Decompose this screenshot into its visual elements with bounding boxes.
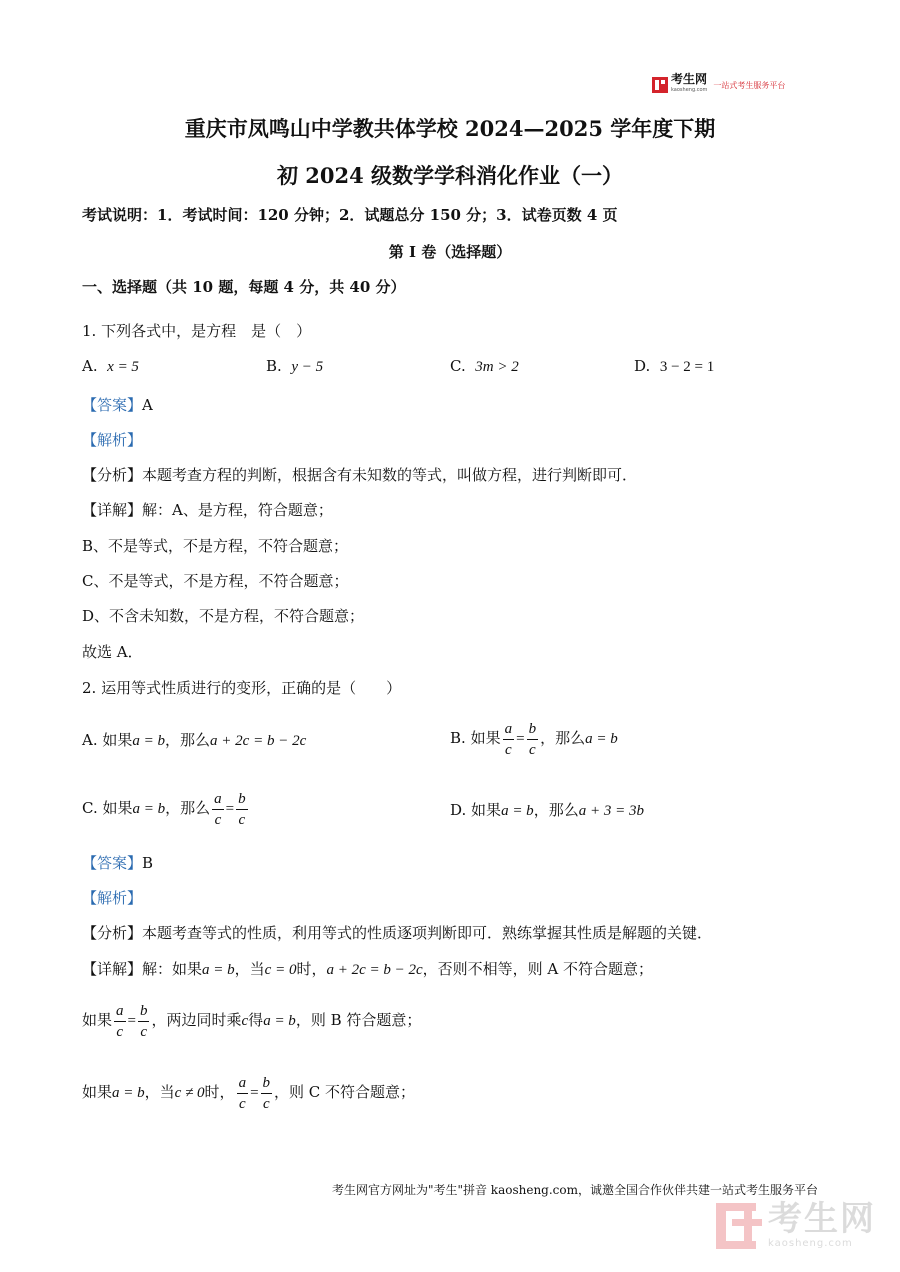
fraction-b-over-c: $\frac{b}{c}$ [262, 1074, 271, 1112]
fraction-a-over-c: $\frac{a}{c}$ [116, 1002, 124, 1040]
q2-option-a: A. 如果a = b，那么a + 2c = b − 2c [82, 731, 307, 749]
q1-option-c: C. 3m > 2 [450, 357, 519, 375]
q2-analysis-tag: 【解析】 [82, 889, 143, 907]
exam-note: 考试说明：1．考试时间：120 分钟；2．试题总分 150 分；3．试卷页数 4 页 [82, 206, 618, 224]
answer-tag: 【答案】 [82, 396, 143, 414]
q1-xiangjie: 【详解】解：A、是方程，符合题意； [82, 501, 333, 519]
q2-option-d: D. 如果a = b，那么a + 3 = 3b [450, 801, 644, 819]
logo-slogan: 一站式考生服务平台 [713, 80, 786, 90]
fraction-b-over-c: $\frac{b}{c}$ [528, 720, 537, 758]
q2-option-c: C. 如果a = b，那么 $\frac{a}{c}$ = $\frac{b}{c}$ [82, 790, 246, 828]
section-title: 一、选择题（共 10 题，每题 4 分，共 40 分） [82, 278, 406, 296]
q1-option-a: A. x = 5 [82, 357, 139, 375]
q1-conclusion: 故选 A． [82, 643, 143, 661]
doc-title-line2: 初 2024 级数学学科消化作业（一） [276, 163, 624, 188]
q1-line-d: D、不含未知数，不是方程，不符合题意； [82, 607, 365, 625]
q2-stem: 2. 运用等式性质进行的变形，正确的是（ ） [82, 679, 402, 697]
q1-stem: 1. 下列各式中，是方程 是（ ） [82, 322, 312, 340]
fraction-b-over-c: $\frac{b}{c}$ [238, 790, 246, 828]
kaosheng-watermark-icon [716, 1203, 762, 1249]
q2-xiangjie-line2: 如果 $\frac{a}{c}$ = $\frac{b}{c}$ ，两边同时乘c得a = b，则 B 符合题意； [82, 1002, 422, 1040]
q1-fenxi: 【分析】本题考查方程的判断，根据含有未知数的等式，叫做方程，进行判断即可． [82, 466, 638, 484]
kaosheng-logo-icon [652, 77, 668, 93]
kaosheng-logo [652, 74, 785, 96]
q2-fenxi: 【分析】本题考查等式的性质，利用等式的性质逐项判断即可．熟练掌握其性质是解题的关键． [82, 924, 713, 942]
q2-xiangjie-line3: 如果a = b，当c ≠ 0时， $\frac{a}{c}$ = $\frac{b}{c}$ ，则 C 不符合题意； [82, 1074, 416, 1112]
logo-name: 考生网 [671, 72, 708, 86]
q2-option-b: B. 如果 $\frac{a}{c}$ = $\frac{b}{c}$ ，那么a = b [450, 720, 618, 758]
q1-line-c: C、不是等式，不是方程，不符合题意； [82, 572, 349, 590]
q2-xiangjie-line1: 【详解】解：如果a = b，当c = 0时，a + 2c = b − 2c，否则不相等，则 A 不符合题意； [82, 960, 654, 978]
doc-title-line1: 重庆市凤鸣山中学教共体学校 2024—2025 学年度下期 [184, 116, 716, 141]
volume-title: 第 I 卷（选择题） [388, 243, 512, 261]
answer-tag: 【答案】 [82, 854, 143, 872]
fraction-b-over-c: $\frac{b}{c}$ [139, 1002, 148, 1040]
fraction-a-over-c: $\frac{a}{c}$ [238, 1074, 247, 1112]
q1-option-b: B. y − 5 [266, 357, 324, 375]
fraction-a-over-c: $\frac{a}{c}$ [504, 720, 513, 758]
fraction-a-over-c: $\frac{a}{c}$ [214, 790, 222, 828]
watermark-domain: kaosheng.com [768, 1238, 853, 1249]
watermark-name: 考生网 [768, 1199, 876, 1239]
q2-answer: 【答案】B [82, 854, 154, 872]
q1-line-b: B、不是等式，不是方程，不符合题意； [82, 537, 349, 555]
kaosheng-watermark [716, 1199, 876, 1249]
footer-note: 考生网官方网址为"考生"拼音 kaosheng.com，诚邀全国合作伙伴共建一站式考生服务平台 [331, 1183, 818, 1197]
q1-option-d: D. 3 − 2 = 1 [634, 357, 715, 375]
q1-analysis-tag: 【解析】 [82, 431, 143, 449]
logo-domain: kaosheng.com [671, 87, 708, 93]
q1-answer: 【答案】A [82, 396, 153, 414]
